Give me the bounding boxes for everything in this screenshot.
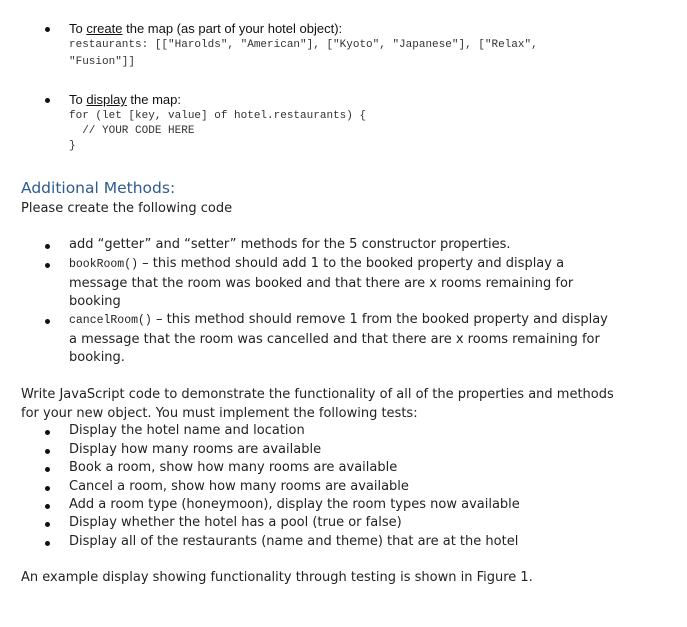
test-item: Display how many rooms are available xyxy=(69,442,322,457)
bookroom-desc-3: booking xyxy=(69,294,121,309)
bullet xyxy=(45,467,50,472)
cancelroom-code: cancelRoom() xyxy=(69,314,152,327)
test-item: Book a room, show how many rooms are available xyxy=(69,460,398,475)
bullet xyxy=(45,430,50,435)
bullet xyxy=(45,522,50,527)
bullet xyxy=(45,541,50,546)
create-code-line-1: restaurants: [["Harolds", "American"], ["Kyoto", "Japanese"], ["Relax", xyxy=(69,39,538,51)
bookroom-desc-2: message that the room was booked and that there are x rooms remaining for xyxy=(69,275,574,291)
display-link: display xyxy=(86,92,127,107)
getter-setter-item: add “getter” and “setter” methods for the 5 constructor properties. xyxy=(69,237,511,252)
display-suffix: the map: xyxy=(126,92,182,107)
bullet xyxy=(45,27,50,32)
test-item: Cancel a room, show how many rooms are available xyxy=(69,479,409,494)
cancelroom-desc-2: a message that the room was cancelled and that there are x rooms remaining for xyxy=(69,331,600,347)
bullet xyxy=(45,263,50,268)
display-code-line-3: } xyxy=(69,140,76,152)
test-item: Display the hotel name and location xyxy=(69,423,305,438)
bullet xyxy=(45,319,50,324)
tests-intro-line-2: for your new object. You must implement the following tests: xyxy=(21,405,418,421)
tests-intro-line-1: Write JavaScript code to demonstrate the functionality of all of the properties and methods xyxy=(21,387,614,402)
display-prefix: To xyxy=(69,92,87,107)
display-code-line-2: // YOUR CODE HERE xyxy=(69,125,195,137)
cancelroom-desc-1: – this method should remove 1 from the booked property and display xyxy=(151,312,608,327)
bullet xyxy=(45,244,50,249)
bookroom-desc-1: – this method should add 1 to the booked property and display a xyxy=(138,256,565,271)
display-code-line-1: for (let [key, value] of hotel.restaurants) { xyxy=(69,110,367,122)
display-map-instruction xyxy=(69,92,181,107)
bullet xyxy=(45,504,50,509)
cancelroom-item xyxy=(69,311,679,368)
bookroom-code: bookRoom() xyxy=(69,258,139,271)
section-heading: Additional Methods: xyxy=(21,179,176,197)
create-prefix: To xyxy=(69,21,87,36)
create-map-instruction xyxy=(69,21,342,36)
bullet xyxy=(45,98,50,103)
create-link: create xyxy=(86,21,123,36)
cancelroom-desc-3: booking. xyxy=(69,350,125,365)
test-item: Add a room type (honeymoon), display the room types now available xyxy=(69,497,520,512)
bullet xyxy=(45,486,50,491)
create-code-line-2: "Fusion"]] xyxy=(69,56,136,68)
tests-intro xyxy=(21,386,681,423)
section-intro: Please create the following code xyxy=(21,201,233,216)
footer-note: An example display showing functionality through testing is shown in Figure 1. xyxy=(21,570,533,585)
bullet xyxy=(45,449,50,454)
test-item: Display all of the restaurants (name and theme) that are at the hotel xyxy=(69,534,519,549)
test-item: Display whether the hotel has a pool (true or false) xyxy=(69,515,402,530)
create-suffix: the map (as part of your hotel object): xyxy=(122,21,343,36)
bookroom-item xyxy=(69,255,669,312)
